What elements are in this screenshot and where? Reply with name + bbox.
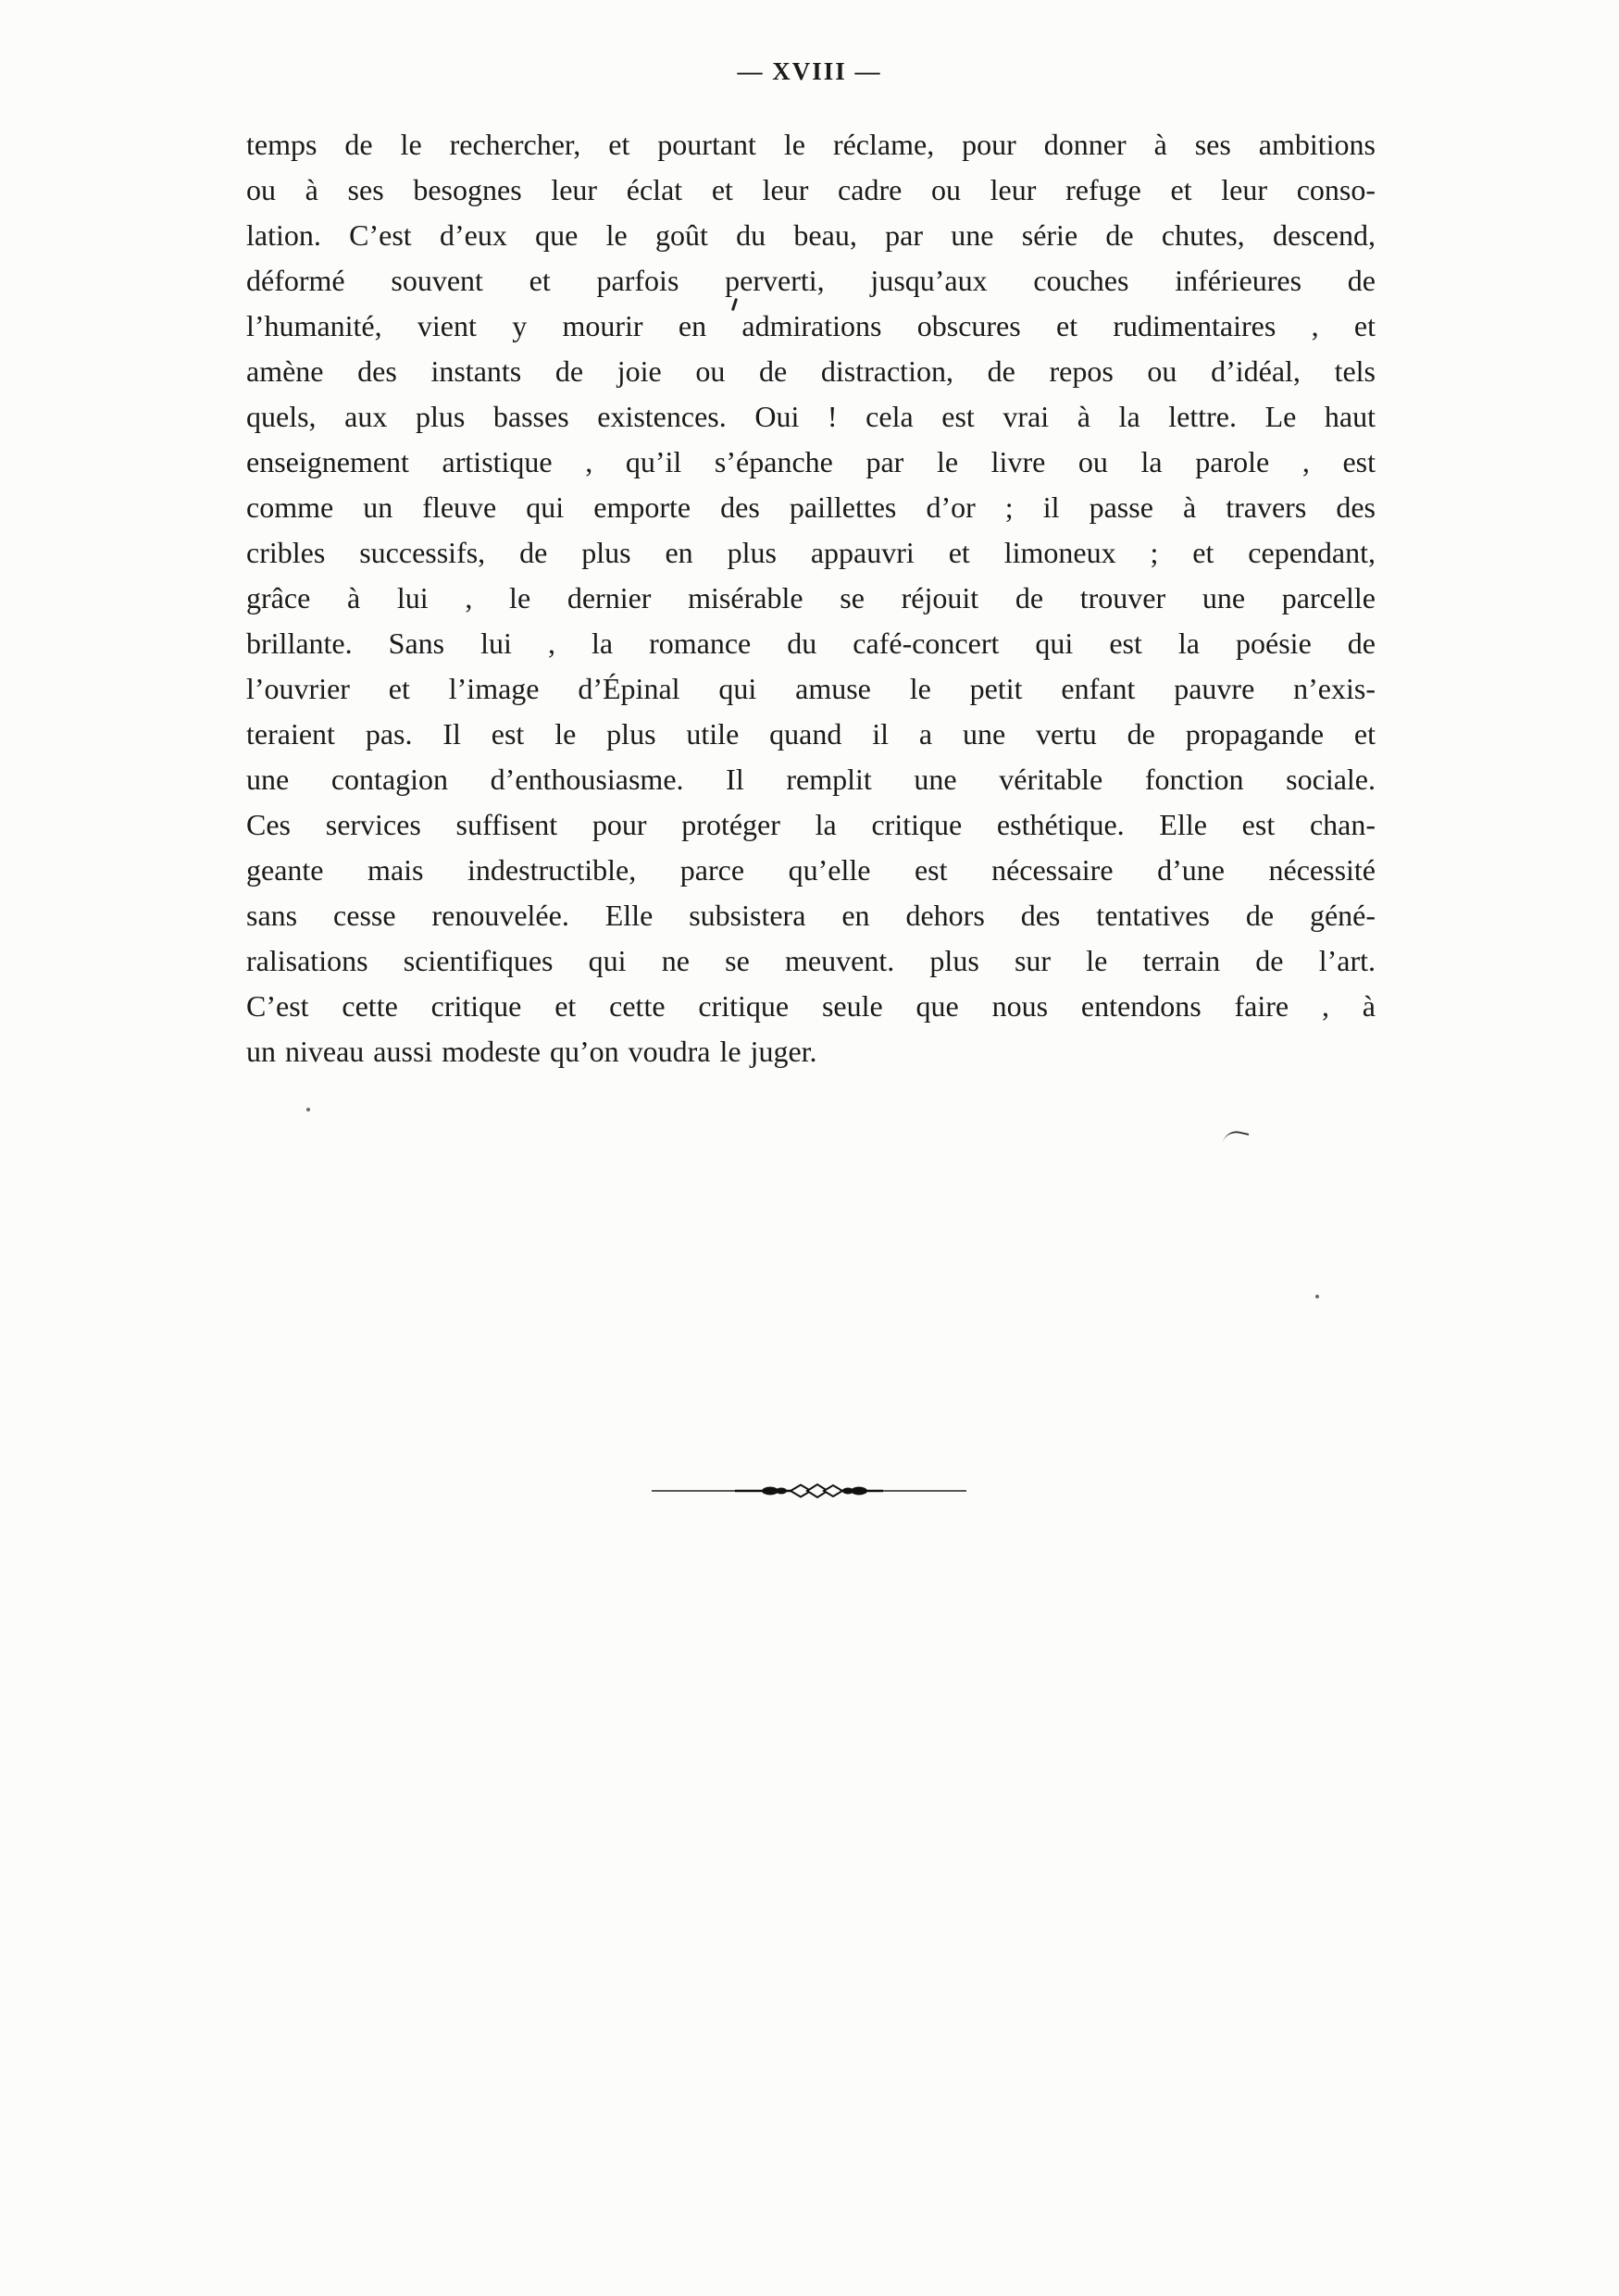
paragraph-line: temps de le rechercher, et pourtant le réclame, pour donner à ses ambitions xyxy=(246,128,1376,161)
paragraph-line: brillante. Sans lui , la romance du café-concert qui est la poésie de xyxy=(246,627,1376,660)
ink-dot xyxy=(1315,1295,1319,1298)
paragraph-line: l’ouvrier et l’image d’Épinal qui amuse le petit enfant pauvre n’exis- xyxy=(246,672,1376,705)
paragraph-line: geante mais indestructible, parce qu’elle est nécessaire d’une nécessité xyxy=(246,853,1376,887)
paragraph-line: grâce à lui , le dernier misérable se réjouit de trouver une parcelle xyxy=(246,581,1376,614)
ink-dot xyxy=(306,1108,310,1111)
paragraph-line: Ces services suffisent pour protéger la critique esthétique. Elle est chan- xyxy=(246,808,1376,841)
paragraph-line: ou à ses besognes leur éclat et leur cadre ou leur refuge et leur conso- xyxy=(246,173,1376,206)
paragraph-line: déformé souvent et parfois perverti, jusqu’aux couches inférieures de xyxy=(246,264,1376,297)
paragraph-line: ralisations scientifiques qui ne se meuvent. plus sur le terrain de l’art. xyxy=(246,944,1376,977)
paragraph-line: amène des instants de joie ou de distraction, de repos ou d’idéal, tels xyxy=(246,354,1376,388)
paragraph-line: enseignement artistique , qu’il s’épanche par le livre ou la parole , est xyxy=(246,445,1376,478)
paragraph-line: quels, aux plus basses existences. Oui ! cela est vrai à la lettre. Le haut xyxy=(246,400,1376,433)
paragraph-line: une contagion d’enthousiasme. Il remplit une véritable fonction sociale. xyxy=(246,763,1376,796)
paragraph-line: cribles successifs, de plus en plus appauvri et limoneux ; et cependant, xyxy=(246,536,1376,569)
page-number-header: — XVIII — xyxy=(737,57,882,85)
paragraph-line: l’humanité, vient y mourir en admirations obscures et rudimentaires , et xyxy=(246,309,1376,342)
paragraph-line: comme un fleuve qui emporte des paillettes d’or ; il passe à travers des xyxy=(246,490,1376,524)
paragraph-line: sans cesse renouvelée. Elle subsistera en dehors des tentatives de géné- xyxy=(246,899,1376,932)
paragraph-line: C’est cette critique et cette critique seule que nous entendons faire , à xyxy=(246,989,1376,1023)
ornament-divider xyxy=(652,1479,966,1503)
paragraph-line: lation. C’est d’eux que le goût du beau, par une série de chutes, descend, xyxy=(246,218,1376,252)
ink-squiggle-mark xyxy=(1223,1128,1250,1148)
paragraph xyxy=(246,122,1376,1074)
paragraph-line: un niveau aussi modeste qu’on voudra le juger. xyxy=(246,1035,817,1068)
paragraph-line: teraient pas. Il est le plus utile quand il a une vertu de propagande et xyxy=(246,717,1376,751)
